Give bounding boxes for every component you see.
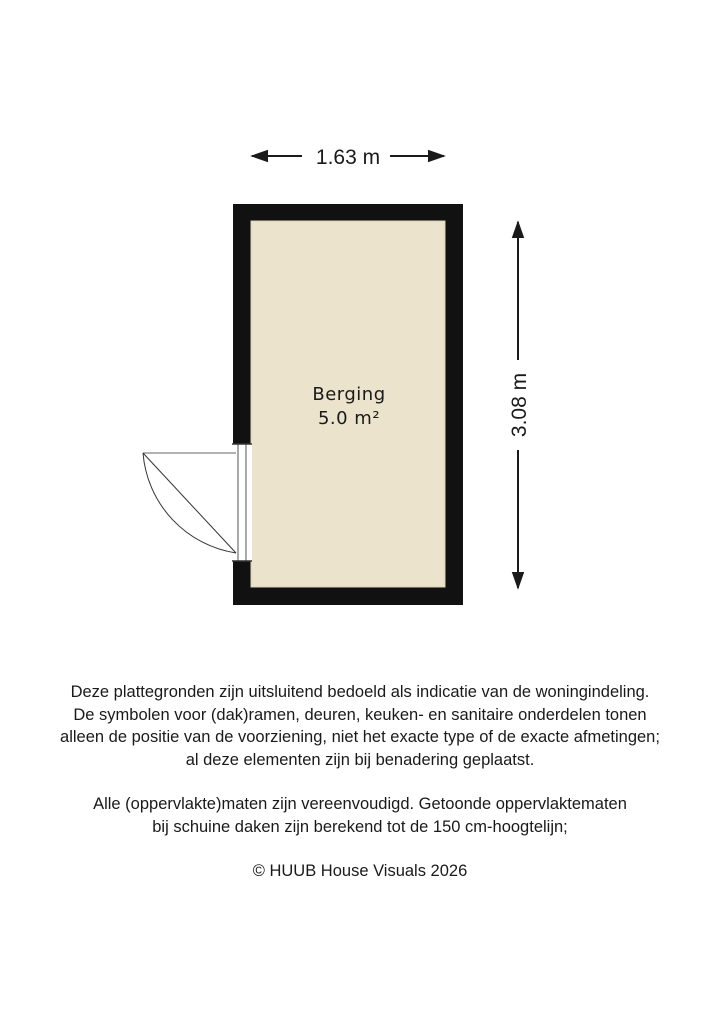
room-area: 5.0 m² (317, 408, 381, 429)
room-berging (143, 204, 463, 605)
disclaimer-line: Deze plattegronden zijn uitsluitend bedoeld als indicatie van de woningindeling. (70, 683, 650, 701)
disclaimer-paragraph-1 (0, 681, 720, 771)
disclaimer-line: Alle (oppervlakte)maten zijn vereenvoudigd. Getoonde oppervlaktematen (93, 795, 627, 813)
disclaimer-line: alleen de positie van de voorziening, niet het exacte type of de exacte afmetingen; (60, 728, 660, 746)
copyright-notice: © HUUB House Visuals 2026 (252, 862, 468, 880)
room-name: Berging (312, 384, 386, 405)
disclaimer-line: bij schuine daken zijn berekend tot de 150 cm-hoogtelijn; (152, 817, 568, 836)
height-dimension-label: 3.08 m (508, 372, 531, 438)
disclaimer-line: De symbolen voor (dak)ramen, deuren, keuken- en sanitaire onderdelen tonen (73, 705, 647, 724)
width-dimension (252, 146, 444, 169)
disclaimer-line: al deze elementen zijn bij benadering geplaatst. (185, 750, 535, 769)
door-opening (232, 444, 252, 561)
disclaimer-text (0, 681, 720, 883)
height-dimension (508, 222, 531, 588)
disclaimer-paragraph-2 (0, 793, 720, 838)
width-dimension-label: 1.63 m (315, 146, 381, 169)
door-leaf (143, 453, 236, 553)
